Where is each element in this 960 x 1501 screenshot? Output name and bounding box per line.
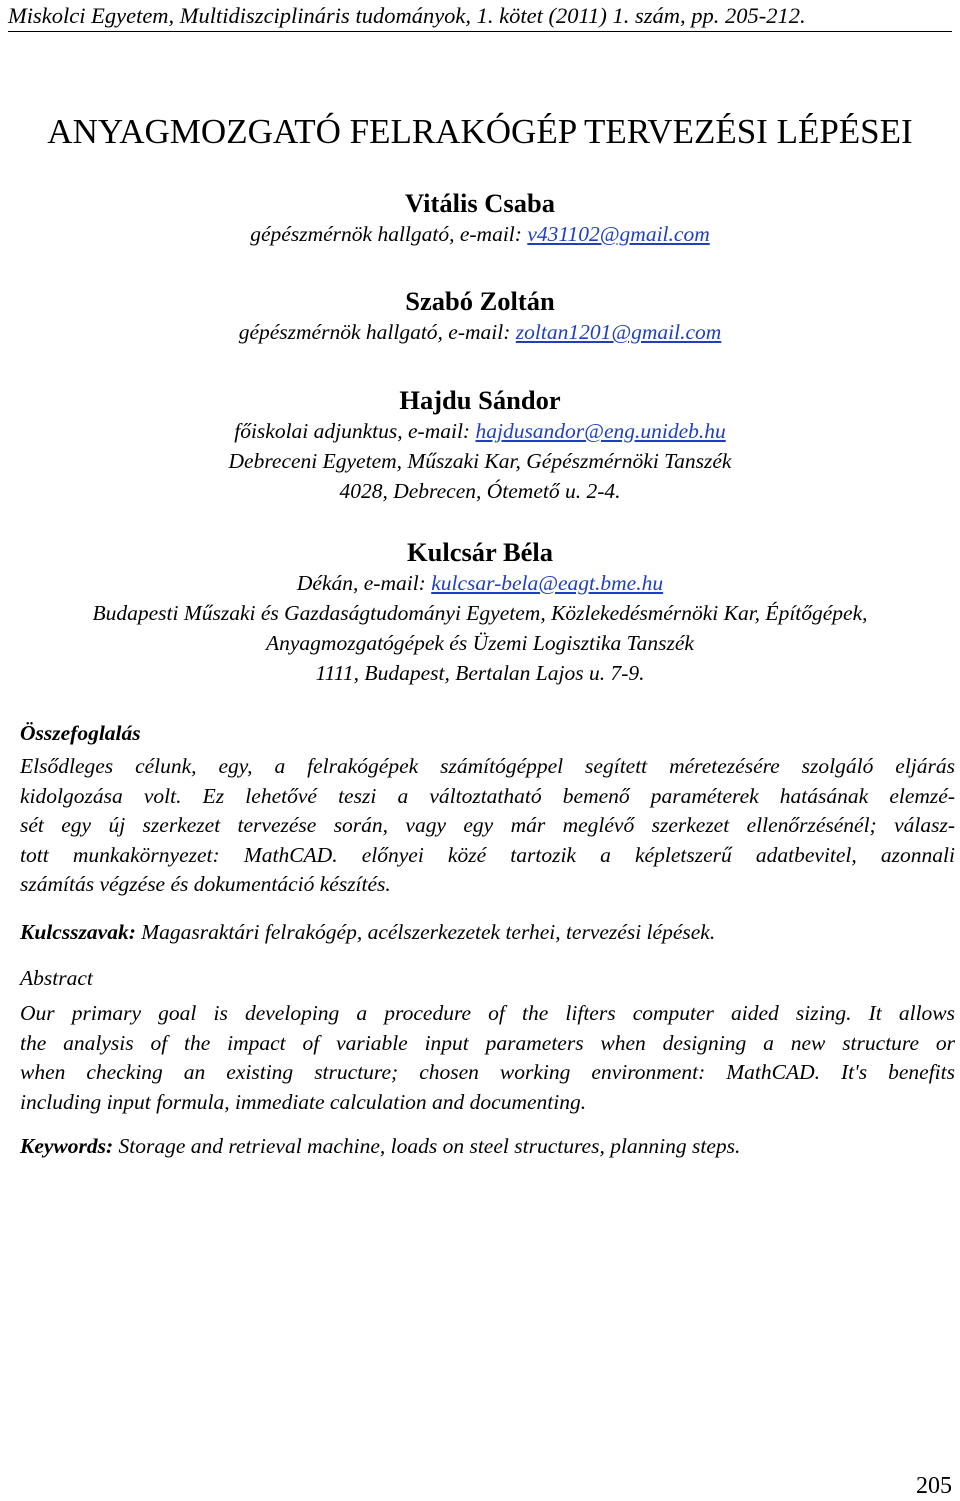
abstract-line: including input formula, immediate calculation and documenting. bbox=[20, 1089, 587, 1114]
keywords-en-label: Keywords: bbox=[20, 1134, 114, 1158]
author-address: 1111, Budapest, Bertalan Lajos u. 7-9. bbox=[315, 661, 645, 685]
summary-line: tott munkakörnyezet: MathCAD. előnyei közé tartozik a képletszerű adatbevitel, azonnali bbox=[20, 842, 955, 867]
author-role: gépészmérnök hallgató, e-mail: bbox=[250, 222, 528, 246]
author-name: Hajdu Sándor bbox=[399, 385, 561, 415]
author-affiliation: Anyagmozgatógépek és Üzemi Logisztika Tanszék bbox=[266, 631, 694, 655]
author-email-link[interactable]: v431102@gmail.com bbox=[527, 222, 710, 246]
page-number: 205 bbox=[916, 1473, 952, 1499]
summary-line: Elsődleges célunk, egy, a felrakógépek számítógéppel segített méretezésére szolgáló eljárás bbox=[20, 754, 955, 778]
summary-line: sét egy új szerkezet tervezése során, vagy egy már meglévő szerkezet ellenőrzésénél; válasz- bbox=[20, 813, 955, 838]
keywords-en bbox=[20, 1132, 955, 1162]
author-affiliation: Budapesti Műszaki és Gazdaságtudományi Egyetem, Közlekedésmérnöki Kar, Építőgépek, bbox=[92, 601, 868, 625]
abstract-heading: Abstract bbox=[20, 966, 93, 990]
author-address: 4028, Debrecen, Ótemető u. 2-4. bbox=[339, 479, 621, 503]
author-role-line bbox=[0, 416, 960, 446]
author-block-3 bbox=[0, 384, 960, 506]
author-role: gépészmérnök hallgató, e-mail: bbox=[238, 320, 516, 344]
author-block-2 bbox=[0, 285, 960, 347]
summary-line: kidolgozása volt. Ez lehetővé teszi a változtatható bemenő paraméterek hatásának elemzé- bbox=[20, 783, 955, 808]
summary-line: számítás végzése és dokumentáció készítés. bbox=[20, 872, 391, 897]
running-head: Miskolci Egyetem, Multidiszciplináris tudományok, 1. kötet (2011) 1. szám, pp. 205-212. bbox=[8, 3, 952, 32]
abstract-line: the analysis of the impact of variable input parameters when designing a new structure or bbox=[20, 1030, 955, 1055]
paper-title: ANYAGMOZGATÓ FELRAKÓGÉP TERVEZÉSI LÉPÉSEI bbox=[47, 112, 913, 151]
author-email-link[interactable]: kulcsar-bela@eagt.bme.hu bbox=[431, 571, 664, 595]
summary-paragraph bbox=[20, 752, 955, 900]
author-role-line bbox=[0, 568, 960, 598]
author-name: Vitális Csaba bbox=[405, 188, 555, 218]
author-role-line bbox=[0, 317, 960, 347]
author-email-link[interactable]: zoltan1201@gmail.com bbox=[515, 320, 722, 344]
author-role-line bbox=[0, 219, 960, 249]
keywords-hu bbox=[20, 918, 955, 948]
abstract-paragraph bbox=[20, 999, 955, 1117]
abstract-line: when checking an existing structure; chosen working environment: MathCAD. It's benefits bbox=[20, 1060, 955, 1085]
keywords-hu-text: Magasraktári felrakógép, acélszerkezetek terhei, tervezési lépések. bbox=[135, 920, 716, 944]
author-block-4 bbox=[0, 536, 960, 688]
summary-heading: Összefoglalás bbox=[20, 721, 141, 745]
author-name: Szabó Zoltán bbox=[405, 286, 555, 316]
author-block-1 bbox=[0, 187, 960, 249]
author-name: Kulcsár Béla bbox=[407, 537, 553, 567]
keywords-en-text: Storage and retrieval machine, loads on steel structures, planning steps. bbox=[113, 1134, 741, 1158]
author-role: főiskolai adjunktus, e-mail: bbox=[234, 419, 476, 443]
abstract-line: Our primary goal is developing a procedure of the lifters computer aided sizing. It allows bbox=[20, 1001, 955, 1025]
keywords-hu-label: Kulcsszavak: bbox=[20, 920, 136, 944]
author-affiliation: Debreceni Egyetem, Műszaki Kar, Gépészmérnöki Tanszék bbox=[228, 449, 732, 473]
author-role: Dékán, e-mail: bbox=[296, 571, 432, 595]
author-email-link[interactable]: hajdusandor@eng.unideb.hu bbox=[475, 419, 726, 443]
